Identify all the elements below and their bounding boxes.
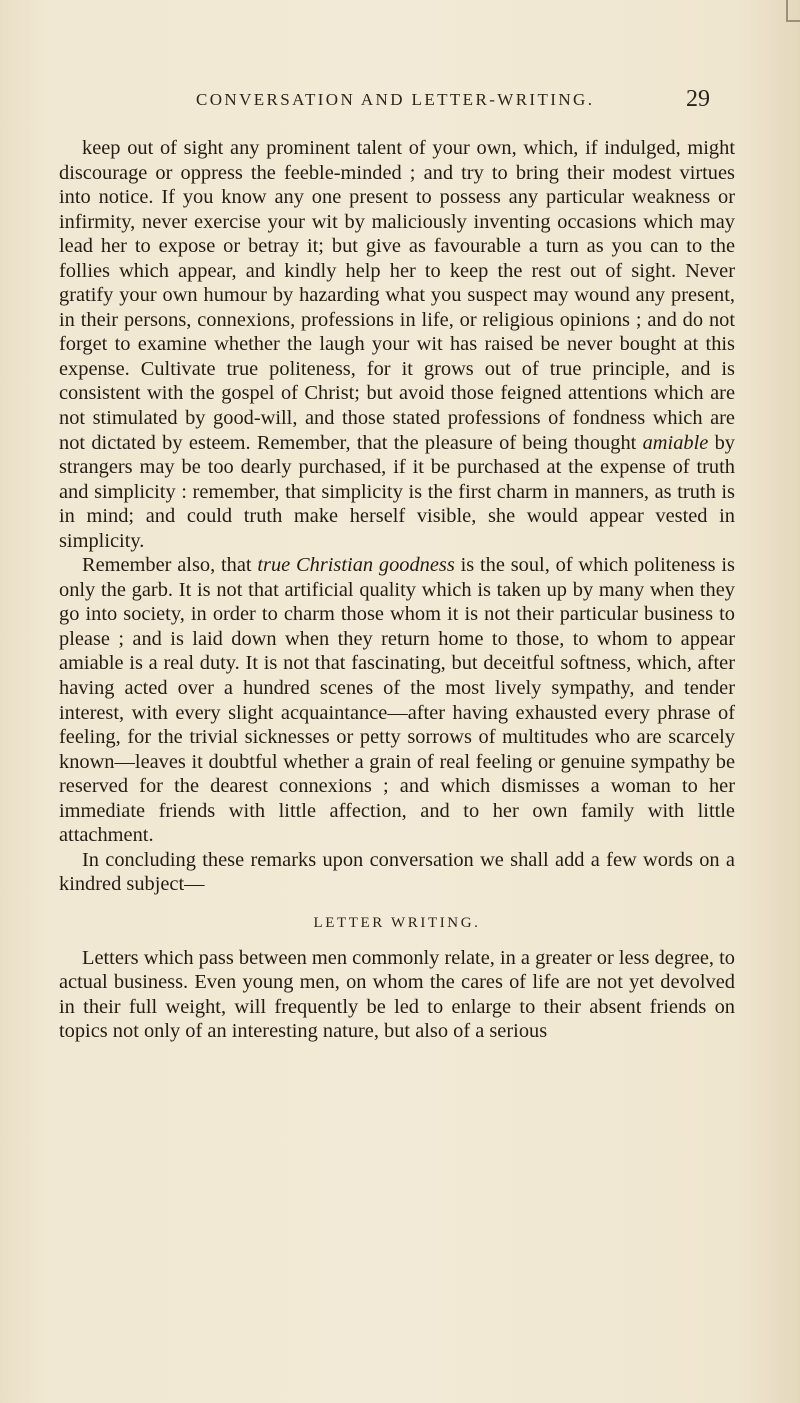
body-text	[59, 136, 735, 1044]
italic-term-true-christian-goodness: true Christian goodness	[257, 554, 455, 577]
running-head: CONVERSATION AND LETTER-WRITING.	[196, 90, 595, 109]
page-number: 29	[686, 86, 710, 112]
paragraph-text: is the soul, of which politeness is only the garb. It is not that artificial quality which is taken up by many when they go into society, in order to charm those whom it is not their particular business to please ; and is laid down when they return home to those, to whom to appear amiable is a real duty. It is not that fascinating, but deceitful softness, which, after having acted over a hundred scenes of the most lively sympathy, and tender interest, with every slight acquaintance—after having exhausted every phrase of feeling, for the trivial sicknesses or petty sorrows of multitudes who are scarcely known—leaves it doubtful whether a grain of real feeling or genuine sympathy be reserved for the dearest connexions ; and which dismisses a woman to her immediate friends with little affection, and to her own family with little attachment.	[59, 554, 735, 847]
italic-term-amiable: amiable	[642, 431, 709, 454]
paragraph-christian-goodness	[59, 553, 735, 848]
paragraph-concluding	[59, 848, 735, 897]
page-header	[150, 88, 710, 120]
paragraph-text: In concluding these remarks upon conversation we shall add a few words on a kindred subject—	[59, 848, 735, 896]
paragraph-text: Letters which pass between men commonly relate, in a greater or less degree, to actual business. Even young men, on whom the cares of life are not yet devolved in their full weight, will frequently be led to enlarge to their absent friends on topics not only of an interesting nature, but also of a serious	[59, 946, 735, 1043]
page-corner-mark	[786, 0, 800, 22]
paragraph-continued	[59, 136, 735, 553]
paragraph-text: Remember also, that	[82, 554, 258, 577]
paragraph-text: keep out of sight any prominent talent of your own, which, if indulged, might discourage or oppress the feeble-minded ; and try to bring their modest virtues into notice. If you know any one present to possess any particular weakness or infirmity, never exercise your wit by maliciously inventing occasions which may lead her to expose or betray it; but give as favourable a turn as you can to the follies which appear, and kindly help her to keep the rest out of sight. Never gratify your own humour by hazarding what you suspect may wound any present, in their persons, connexions, professions in life, or religious opinions ; and do not forget to examine whether the laugh your wit has raised be never bought at this expense. Cultivate true politeness, for it grows out of true principle, and is consistent with the gospel of Christ; but avoid those feigned attentions which are not stimulated by good-will, and those stated professions of fondness which are not dictated by esteem. Remember, that the pleasure of being thought	[59, 137, 735, 454]
paragraph-letters	[59, 946, 735, 1044]
paragraph-text: by strangers may be too dearly purchased, if it be purchased at the expense of truth and simplicity : remember, that simplicity is the first charm in manners, as truth is in mind; and could truth make herself visible, she would appear vested in simplicity.	[59, 431, 735, 552]
section-heading-letter-writing: LETTER WRITING.	[313, 914, 481, 931]
